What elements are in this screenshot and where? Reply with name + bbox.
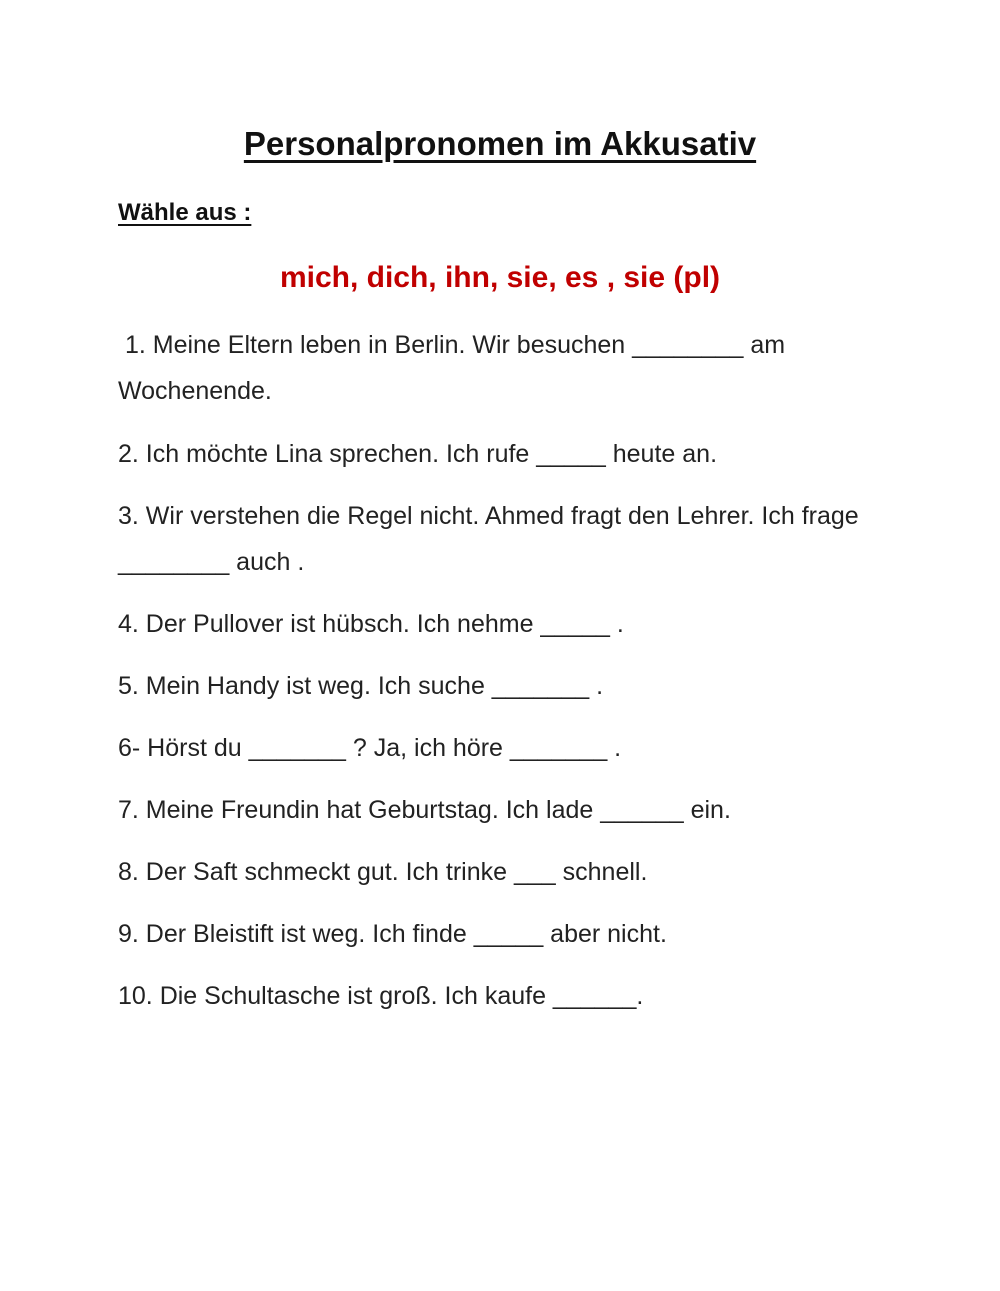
exercise-10: 10. Die Schultasche ist groß. Ich kaufe ______. bbox=[118, 982, 644, 1010]
exercise-9: 9. Der Bleistift ist weg. Ich finde _____ aber nicht. bbox=[118, 920, 667, 948]
worksheet-title: Personalpronomen im Akkusativ bbox=[243, 125, 757, 162]
exercise-2: 2. Ich möchte Lina sprechen. Ich rufe _____ heute an. bbox=[118, 440, 718, 468]
exercise-1: 1. Meine Eltern leben in Berlin. Wir besuchen ________ am Wochenende. bbox=[118, 331, 793, 405]
exercise-8: 8. Der Saft schmeckt gut. Ich trinke ___ schnell. bbox=[118, 858, 648, 886]
word-bank: mich, dich, ihn, sie, es , sie (pl) bbox=[279, 261, 721, 294]
exercise-6: 6- Hörst du _______ ? Ja, ich höre _______ . bbox=[118, 734, 622, 762]
exercise-7: 7. Meine Freundin hat Geburtstag. Ich lade ______ ein. bbox=[118, 796, 731, 824]
exercise-4: 4. Der Pullover ist hübsch. Ich nehme _____ . bbox=[118, 610, 624, 638]
instruction-label: Wähle aus : bbox=[118, 199, 252, 226]
exercise-5: 5. Mein Handy ist weg. Ich suche _______ . bbox=[118, 672, 604, 700]
exercise-3: 3. Wir verstehen die Regel nicht. Ahmed fragt den Lehrer. Ich frage ________ auch . bbox=[118, 502, 866, 576]
